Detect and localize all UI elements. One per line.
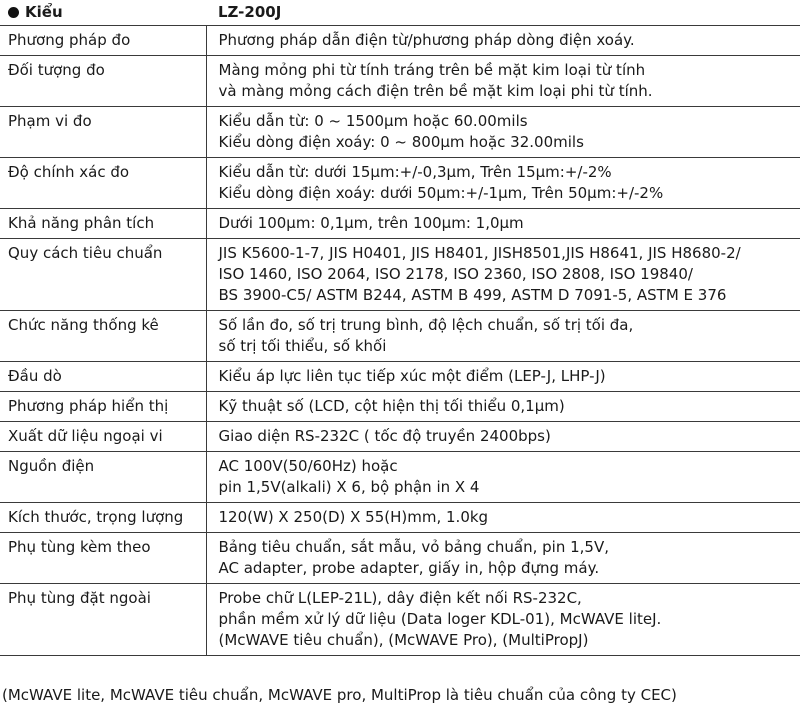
spec-value-line: Màng mỏng phi từ tính tráng trên bề mặt kim loại từ tính — [218, 61, 646, 79]
spec-row — [0, 107, 800, 158]
spec-value-line: (McWAVE tiêu chuẩn), (McWAVE Pro), (MultiPropJ) — [218, 631, 589, 649]
spec-value-line: Phương pháp dẫn điện từ/phương pháp dòng điện xoáy. — [218, 31, 635, 49]
spec-value-line: Kiểu áp lực liên tục tiếp xúc một điểm (LEP-J, LHP-J) — [218, 367, 606, 385]
header-label: Kiểu — [25, 3, 63, 21]
spec-row — [0, 533, 800, 584]
spec-value — [206, 362, 800, 392]
spec-value — [206, 56, 800, 107]
spec-row — [0, 158, 800, 209]
header-model: LZ-200J — [206, 0, 800, 26]
spec-value-line: Probe chữ L(LEP-21L), dây điện kết nối RS-232C, — [218, 589, 582, 607]
spec-value-line: AC adapter, probe adapter, giấy in, hộp đựng máy. — [218, 559, 600, 577]
spec-label: Phụ tùng đặt ngoài — [0, 584, 206, 656]
spec-value — [206, 107, 800, 158]
spec-value — [206, 533, 800, 584]
spec-value-line: JIS K5600-1-7, JIS H0401, JIS H8401, JISH8501,JIS H8641, JIS H8680-2/ — [218, 244, 741, 262]
spec-label: Xuất dữ liệu ngoại vi — [0, 422, 206, 452]
spec-value — [206, 239, 800, 311]
table-header-row — [0, 0, 800, 26]
spec-row — [0, 392, 800, 422]
bullet-icon — [8, 7, 19, 18]
spec-label: Phương pháp đo — [0, 26, 206, 56]
spec-row — [0, 311, 800, 362]
spec-value-line: Kỹ thuật số (LCD, cột hiện thị tối thiểu 0,1μm) — [218, 397, 565, 415]
spec-value — [206, 209, 800, 239]
spec-row — [0, 209, 800, 239]
spec-value — [206, 26, 800, 56]
spec-label: Quy cách tiêu chuẩn — [0, 239, 206, 311]
spec-row — [0, 503, 800, 533]
spec-value-line: ISO 1460, ISO 2064, ISO 2178, ISO 2360, ISO 2808, ISO 19840/ — [218, 265, 693, 283]
spec-row — [0, 584, 800, 656]
spec-value-line: số trị tối thiểu, số khối — [218, 337, 387, 355]
spec-label: Khả năng phân tích — [0, 209, 206, 239]
header-label-cell — [0, 0, 206, 26]
spec-value — [206, 422, 800, 452]
spec-value-line: AC 100V(50/60Hz) hoặc — [218, 457, 398, 475]
spec-value — [206, 158, 800, 209]
spec-value — [206, 584, 800, 656]
spec-value-line: Kiểu dẫn từ: dưới 15μm:+/-0,3μm, Trên 15μm:+/-2% — [218, 163, 612, 181]
spec-value-line: Số lần đo, số trị trung bình, độ lệch chuẩn, số trị tối đa, — [218, 316, 634, 334]
spec-value — [206, 503, 800, 533]
spec-value-line: và màng mỏng cách điện trên bề mặt kim loại phi từ tính. — [218, 82, 653, 100]
spec-row — [0, 362, 800, 392]
spec-label: Phương pháp hiển thị — [0, 392, 206, 422]
spec-row — [0, 56, 800, 107]
spec-value-line: phần mềm xử lý dữ liệu (Data loger KDL-01), McWAVE liteJ. — [218, 610, 662, 628]
spec-value — [206, 311, 800, 362]
footnote: (McWAVE lite, McWAVE tiêu chuẩn, McWAVE pro, MultiProp là tiêu chuẩn của công ty CEC) — [2, 686, 677, 704]
spec-value-line: Dưới 100μm: 0,1μm, trên 100μm: 1,0μm — [218, 214, 524, 232]
spec-row — [0, 452, 800, 503]
spec-row — [0, 239, 800, 311]
spec-label: Độ chính xác đo — [0, 158, 206, 209]
spec-value — [206, 392, 800, 422]
spec-value-line: Bảng tiêu chuẩn, sắt mẫu, vỏ bảng chuẩn, pin 1,5V, — [218, 538, 610, 556]
spec-label: Chức năng thống kê — [0, 311, 206, 362]
spec-value-line: Kiểu dẫn từ: 0 ~ 1500μm hoặc 60.00mils — [218, 112, 528, 130]
spec-value-line: Kiểu dòng điện xoáy: dưới 50μm:+/-1μm, Trên 50μm:+/-2% — [218, 184, 664, 202]
spec-value-line: Giao diện RS-232C ( tốc độ truyền 2400bps) — [218, 427, 551, 445]
spec-value-line: 120(W) X 250(D) X 55(H)mm, 1.0kg — [218, 508, 489, 526]
spec-row — [0, 26, 800, 56]
spec-label: Kích thước, trọng lượng — [0, 503, 206, 533]
spec-value-line: BS 3900-C5/ ASTM B244, ASTM B 499, ASTM D 7091-5, ASTM E 376 — [218, 286, 727, 304]
spec-label: Phụ tùng kèm theo — [0, 533, 206, 584]
spec-label: Nguồn điện — [0, 452, 206, 503]
spec-label: Đối tượng đo — [0, 56, 206, 107]
spec-value — [206, 452, 800, 503]
spec-label: Phạm vi đo — [0, 107, 206, 158]
spec-value-line: Kiểu dòng điện xoáy: 0 ~ 800μm hoặc 32.00mils — [218, 133, 584, 151]
spec-label: Đầu dò — [0, 362, 206, 392]
spec-row — [0, 422, 800, 452]
spec-value-line: pin 1,5V(alkali) X 6, bộ phận in X 4 — [218, 478, 480, 496]
